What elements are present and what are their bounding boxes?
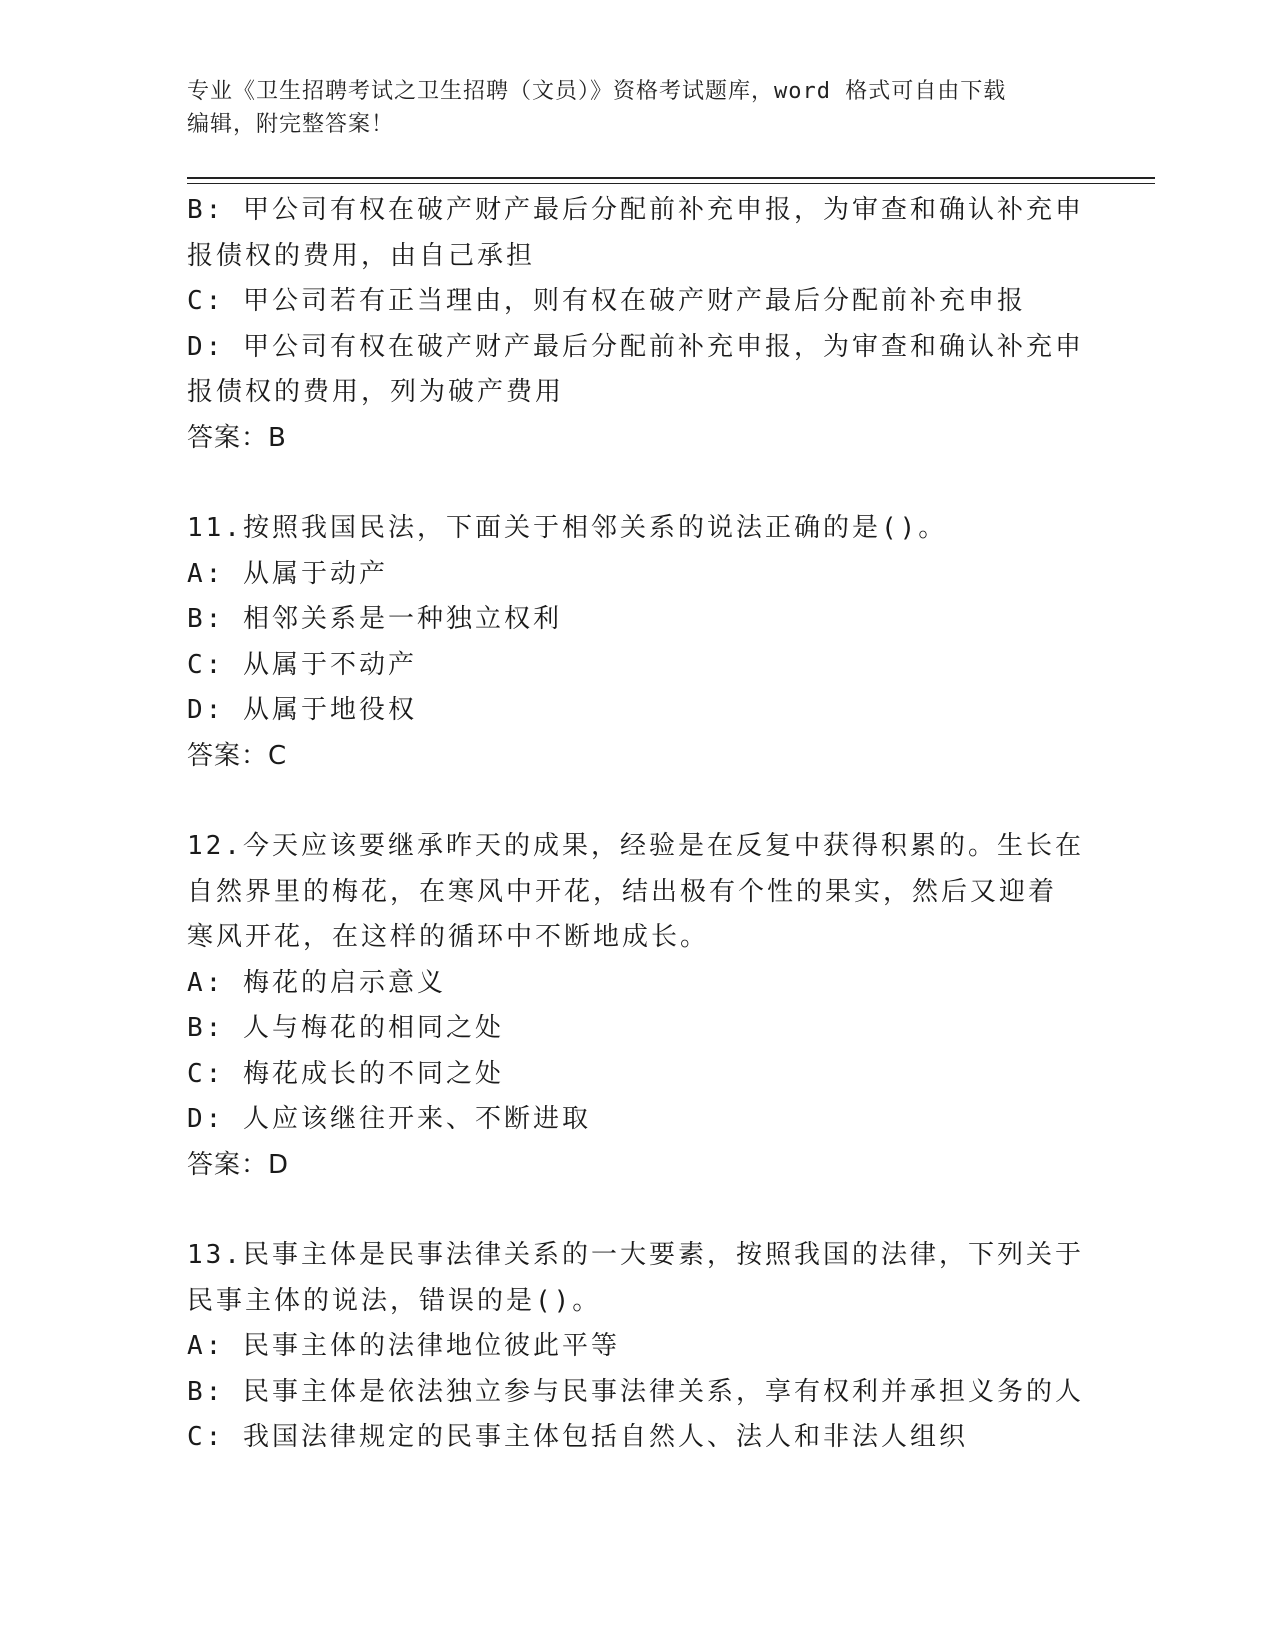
- q12-stem-line-2: 自然界里的梅花，在寒风中开花，结出极有个性的果实，然后又迎着: [187, 876, 1058, 907]
- q10-option-b-line-2: 报债权的费用，由自己承担: [187, 240, 536, 271]
- q13-stem-line-2: 民事主体的说法，错误的是()。: [187, 1285, 602, 1316]
- header-line-2: 编辑，附完整答案！: [187, 112, 395, 137]
- q12-answer: 答案：D: [187, 1149, 290, 1180]
- q10-option-b-line-1: B: 甲公司有权在破产财产最后分配前补充申报，为审查和确认补充申: [187, 195, 1084, 225]
- q12-option-d: D: 人应该继往开来、不断进取: [187, 1104, 591, 1134]
- q12-stem-line-3: 寒风开花，在这样的循环中不断地成长。: [187, 922, 710, 952]
- document-header: [187, 75, 1077, 141]
- q12-option-a: A: 梅花的启示意义: [187, 967, 446, 998]
- q13-option-b: B: 民事主体是依法独立参与民事法律关系，享有权利并承担义务的人: [187, 1376, 1084, 1407]
- q12-option-c: C: 梅花成长的不同之处: [187, 1058, 504, 1089]
- q11-option-c: C: 从属于不动产: [187, 649, 417, 680]
- question-10-tail: [187, 188, 1087, 461]
- question-11: [187, 506, 1087, 779]
- q12-option-b: B: 人与梅花的相同之处: [187, 1013, 504, 1043]
- question-12: [187, 824, 1087, 1188]
- header-divider-thin: [187, 183, 1155, 184]
- header-line-1: 专业《卫生招聘考试之卫生招聘（文员）》资格考试题库，word 格式可自由下载: [187, 79, 1007, 104]
- q10-option-c: C: 甲公司若有正当理由，则有权在破产财产最后分配前补充申报: [187, 286, 1026, 316]
- q13-option-a: A: 民事主体的法律地位彼此平等: [187, 1331, 620, 1361]
- question-content: [187, 188, 1087, 1461]
- q12-stem-line-1: 12.今天应该要继承昨天的成果，经验是在反复中获得积累的。生长在: [187, 831, 1084, 861]
- question-13: [187, 1233, 1087, 1461]
- q11-stem: 11.按照我国民法，下面关于相邻关系的说法正确的是()。: [187, 513, 948, 543]
- q13-stem-line-1: 13.民事主体是民事法律关系的一大要素，按照我国的法律，下列关于: [187, 1240, 1084, 1270]
- q13-option-c: C: 我国法律规定的民事主体包括自然人、法人和非法人组织: [187, 1422, 968, 1452]
- q11-option-a: A: 从属于动产: [187, 558, 388, 589]
- q10-option-d-line-1: D: 甲公司有权在破产财产最后分配前补充申报，为审查和确认补充申: [187, 331, 1084, 362]
- q11-answer: 答案：C: [187, 740, 288, 771]
- q10-answer: 答案：B: [187, 422, 287, 453]
- q11-option-d: D: 从属于地役权: [187, 695, 417, 725]
- q10-option-d-line-2: 报债权的费用，列为破产费用: [187, 377, 565, 407]
- q11-option-b: B: 相邻关系是一种独立权利: [187, 604, 562, 634]
- header-divider-thick: [187, 177, 1155, 179]
